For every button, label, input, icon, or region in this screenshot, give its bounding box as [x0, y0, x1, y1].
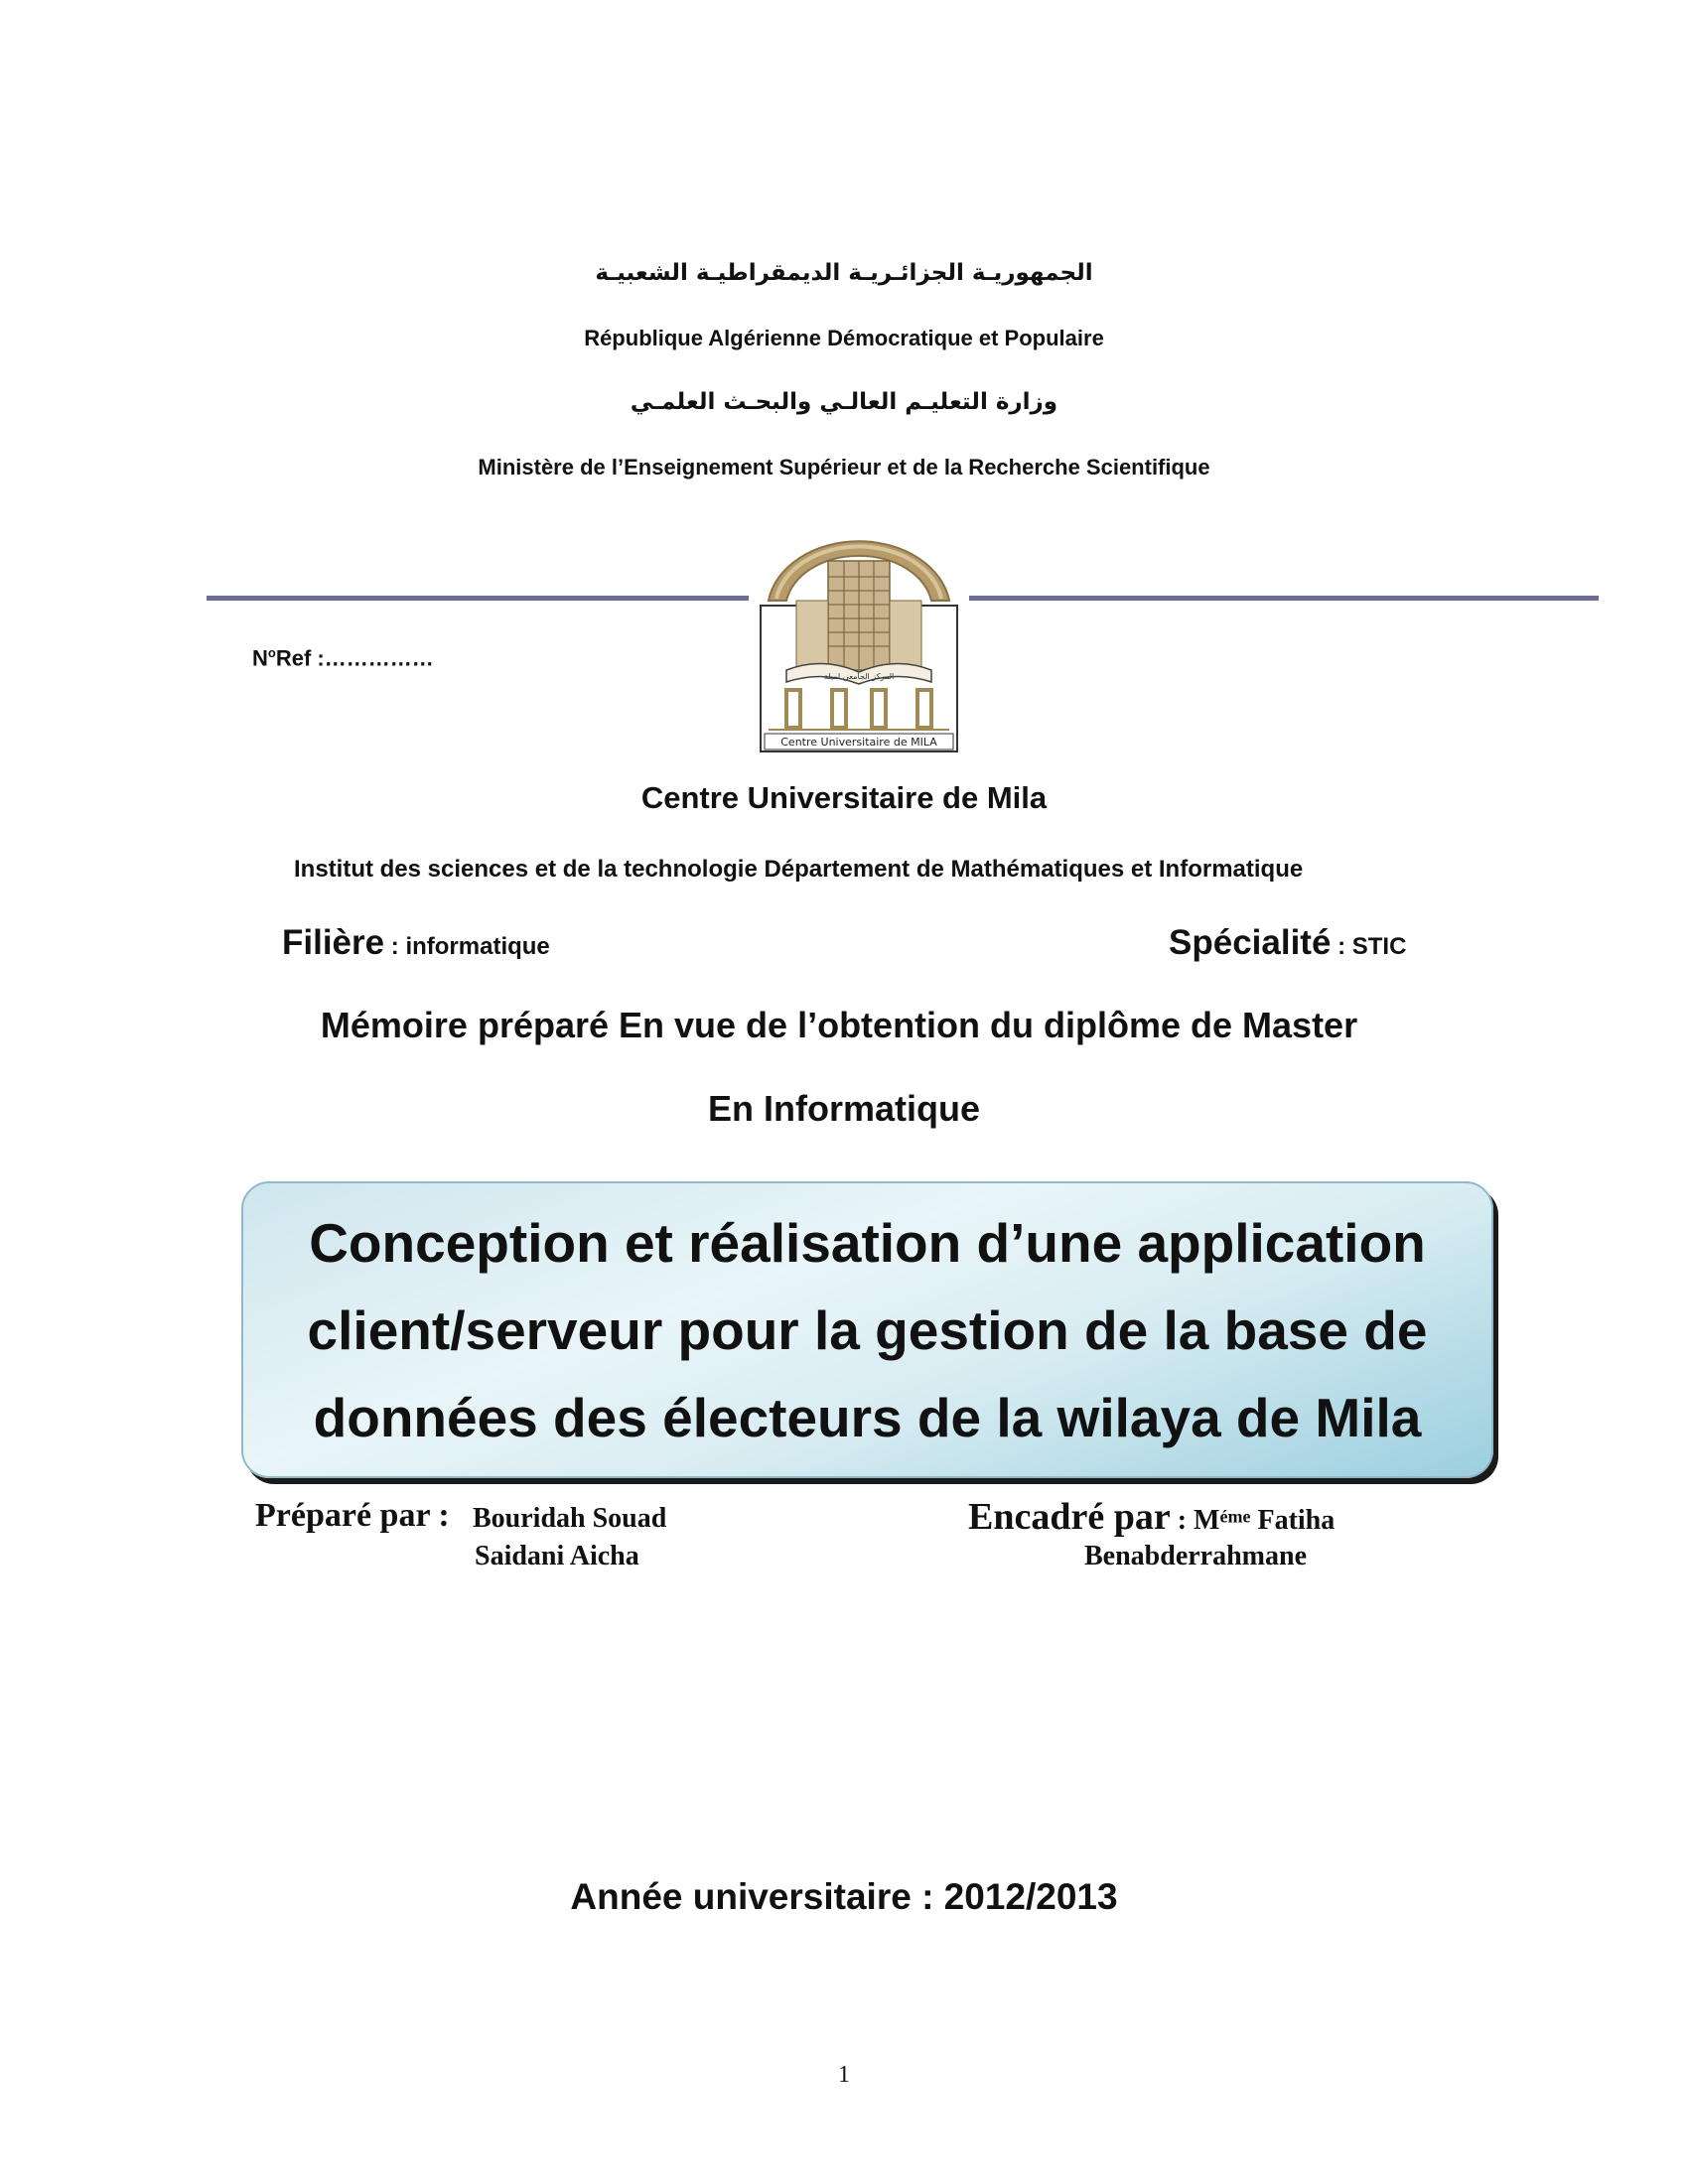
specialite-value: : STIC	[1331, 933, 1407, 960]
reference-sup: o	[267, 645, 276, 660]
supervisor-prefix: : M	[1170, 1505, 1220, 1536]
filiere	[282, 923, 550, 963]
thesis-title-line2: client/serveur pour la gestion de la base de	[307, 1298, 1428, 1361]
reference-rest: Ref :……………	[275, 645, 434, 671]
institute-department: Institut des sciences et de la technologie Département de Mathématiques et Informatique	[294, 856, 1304, 883]
university-logo-image	[757, 531, 961, 755]
reference-label: N	[252, 645, 268, 671]
logo-caption: Centre Universitaire de MILA	[780, 736, 937, 749]
french-ministry-heading: Ministère de l’Enseignement Supérieur et de la Recherche Scientifique	[478, 455, 1210, 479]
filiere-label: Filière	[282, 923, 385, 962]
page-number: 1	[838, 2062, 850, 2088]
author-2: Saidani Aicha	[475, 1541, 639, 1571]
thesis-title-box	[241, 1181, 1493, 1478]
filiere-value: : informatique	[384, 933, 550, 960]
specialite-label: Spécialité	[1169, 923, 1332, 962]
supervisor-sup: éme	[1219, 1506, 1251, 1527]
academic-year: Année universitaire : 2012/2013	[570, 1876, 1118, 1917]
arabic-ministry-heading: وزارة التعليـم العالـي والبحـث العلمـي	[630, 389, 1058, 415]
thesis-title	[272, 1199, 1464, 1461]
arabic-republic-heading: الجمهوريـة الجزائـريـة الديمقراطيـة الشعبيـة	[595, 260, 1093, 286]
thesis-title-line3: données des électeurs de la wilaya de Mila	[313, 1386, 1422, 1448]
specialite	[1169, 923, 1406, 963]
memoire-line2: En Informatique	[707, 1088, 980, 1129]
left-divider-rule	[207, 596, 749, 601]
logo-arabic-text: المركز الجامعي لميلة	[823, 672, 895, 681]
french-republic-heading: République Algérienne Démocratique et Populaire	[584, 326, 1104, 350]
supervisor-label: Encadré par	[968, 1496, 1171, 1538]
supervisor-last-name: Benabderrahmane	[1084, 1541, 1307, 1571]
thesis-title-line1: Conception et réalisation d’une application	[309, 1211, 1426, 1274]
university-logo	[757, 531, 961, 755]
author-1: Bouridah Souad	[473, 1503, 667, 1534]
supervisor	[968, 1495, 1335, 1539]
reference-number	[252, 645, 434, 671]
institution-name: Centre Universitaire de Mila	[640, 780, 1048, 815]
supervisor-first-name: Fatiha	[1257, 1505, 1336, 1536]
prepared-by-label: Préparé par :	[255, 1497, 450, 1534]
right-divider-rule	[969, 596, 1599, 601]
memoire-line1: Mémoire préparé En vue de l’obtention du diplôme de Master	[320, 1005, 1358, 1045]
